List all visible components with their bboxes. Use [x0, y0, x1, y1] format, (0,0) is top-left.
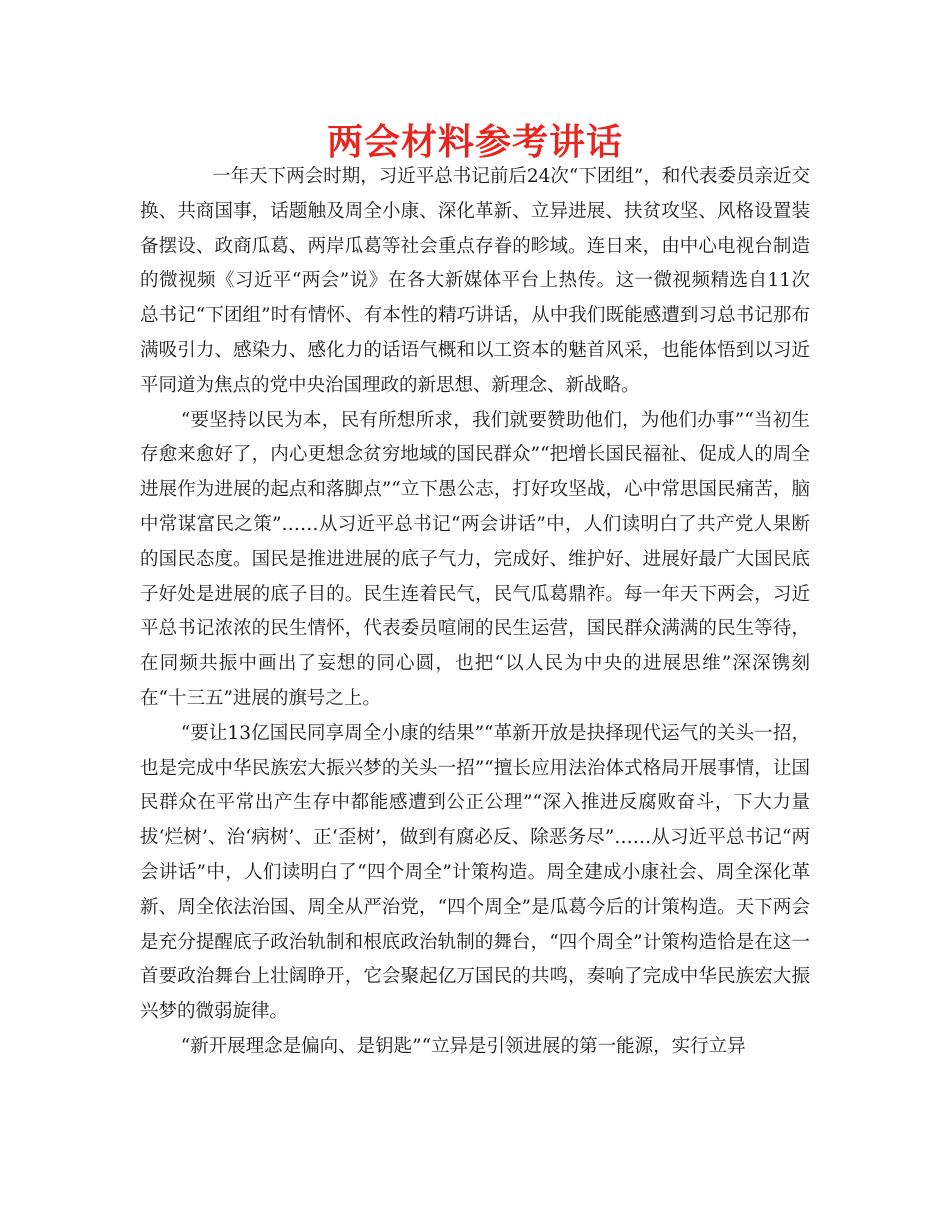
document-title: 两会材料参考讲话: [326, 122, 623, 163]
paragraph-1: 一年天下两会时期，习近平总书记前后24次“下团组”，和代表委员亲近交换、共商国事，话题触及周全小康、深化革新、立异进展、扶贫攻坚、风格设置装备摆设、政商瓜葛、两岸瓜葛等社会重点存眷的畛域。连日来，由中心电视台制造的微视频《习近平“两会”说》在各大新媒体平台上热传。这一微视频精选自11次总书记“下团组”时有情怀、有本性的精巧讲话，从中我们既能感遭到习总书记那布满吸引力、感染力、感化力的话语气概和以工资本的魅首风采，也能体悟到以习近平同道为焦点的党中央治国理政的新思想、新理念、新战略。: [140, 166, 810, 396]
paragraph-3: “要让13亿国民同享周全小康的结果”“革新开放是抉择现代运气的关头一招，也是完成中华民族宏大振兴梦的关头一招”“擅长应用法治体式格局开展事情，让国民群众在平常出产生存中都能感遭到公正公理”“深入推进反腐败奋斗，下大力量拔‘烂树’、治‘病树’、正‘歪树’，做到有腐必反、除恶务尽”……从习近平总书记“两会讲话”中，人们读明白了“四个周全”计策构造。周全建成小康社会、周全深化革新、周全依法治国、周全从严治党，“四个周全”是瓜葛今后的计策构造。天下两会是充分提醒底子政治轨制和根底政治轨制的舞台，“四个周全”计策构造恰是在这一首要政治舞台上壮阔睁开，它会聚起亿万国民的共鸣，奏响了完成中华民族宏大振兴梦的微弱旋律。: [140, 722, 810, 1023]
paragraph-2: “要坚持以民为本，民有所想所求，我们就要赞助他们，为他们办事”“当初生存愈来愈好了，内心更想念贫穷地域的国民群众”“把增长国民福祉、促成人的周全进展作为进展的起点和落脚点”“立下愚公志，打好攻坚战，心中常思国民痛苦，脑中常谋富民之策”……从习近平总书记“两会讲话”中，人们读明白了共产党人果断的国民态度。国民是推进进展的底子气力，完成好、维护好、进展好最广大国民底子好处是进展的底子目的。民生连着民气，民气瓜葛鼎祚。每一年天下两会，习近平总书记浓浓的民生情怀，代表委员喧闹的民生运营，国民群众满满的民生等待，在同频共振中画出了妄想的同心圆，也把“以人民为中央的进展思维”深深镌刻在“十三五”进展的旗号之上。: [140, 409, 810, 709]
document-body: [140, 160, 810, 1065]
paragraph-4: “新开展理念是偏向、是钥匙”“立异是引领进展的第一能源，实行立异: [180, 1035, 746, 1057]
